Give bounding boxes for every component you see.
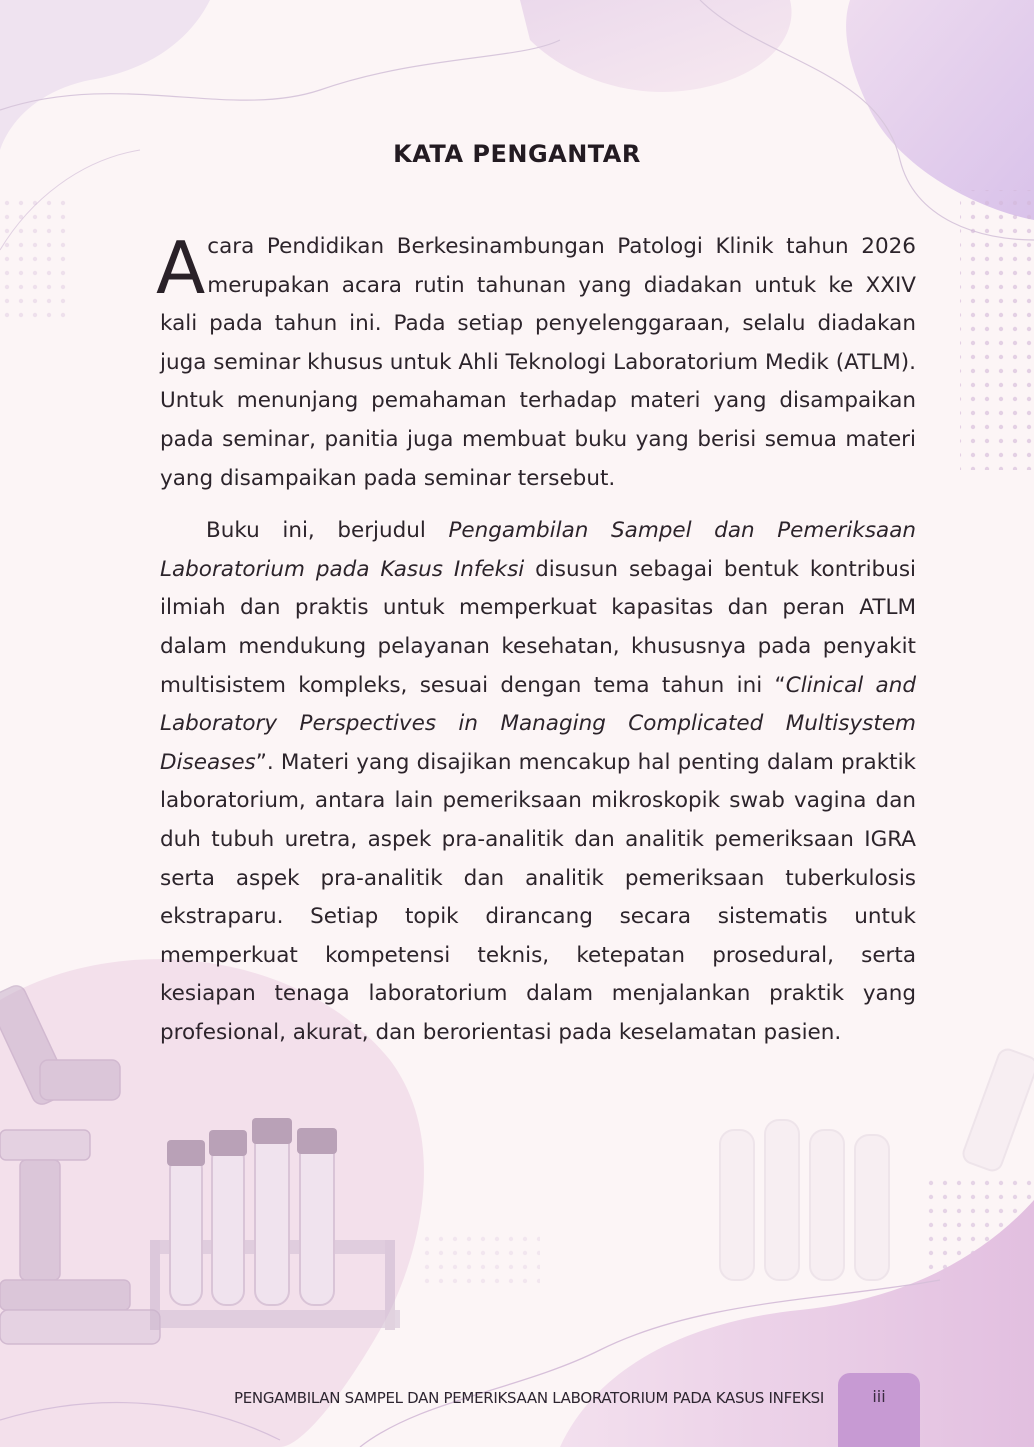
dropcap-letter: A <box>156 226 206 310</box>
page-number: iii <box>872 1387 886 1406</box>
book-title-italic: Pengambilan Sampel dan Pemeriksaan Laboratorium pada Kasus Infeksi <box>160 518 916 582</box>
page-number-tab <box>838 1373 920 1447</box>
paragraph-2-text-b: disusun sebagai bentuk kontribusi ilmiah dan praktis untuk memperkuat kapasitas dan peran ATLM dalam mendukung pelayanan kesehatan, khususnya pada penyakit multisistem kompleks, sesuai dengan tema tahun ini “ <box>160 556 917 698</box>
paragraph-2-text-a: Buku ini, berjudul <box>206 518 449 544</box>
top-center-blob <box>520 0 792 92</box>
top-right-blob <box>846 0 1034 220</box>
body-text <box>156 226 917 1052</box>
paragraph-1-text: cara Pendidikan Berkesinambungan Patologi Klinik tahun 2026 merupakan acara rutin tahunan yang diadakan untuk ke XXIV kali pada tahun ini. Pada setiap penyelenggaraan, selalu diadakan juga seminar khusus untuk Ahli Teknologi Laboratorium Medik (ATLM). Untuk menunjang pemahaman terhadap materi yang disampaikan pada seminar, panitia juga membuat buku yang berisi semua materi yang disampaikan pada seminar tersebut. <box>160 234 916 491</box>
page-title: KATA PENGANTAR <box>393 140 641 168</box>
running-footer: PENGAMBILAN SAMPEL DAN PEMERIKSAAN LABORATORIUM PADA KASUS INFEKSI <box>233 1389 824 1407</box>
theme-title-italic: Clinical and Laboratory Perspectives in Managing Complicated Multisystem Diseases <box>160 672 916 775</box>
paragraph-2-text-c: ”. Materi yang disajikan mencakup hal penting dalam praktik laboratorium, antara lain pemeriksaan mikroskopik swab vagina dan duh tubuh uretra, aspek pra-analitik dan analitik pemeriksaan IGRA serta aspek pra-analitik dan analitik pemeriksaan tuberkulosis ekstraparu. Setiap topik dirancang secara sistematis untuk memperkuat kompetensi teknis, ketepatan prosedural, serta kesiapan tenaga laboratorium dalam menjalankan praktik yang profesional, akurat, dan berorientasi pada keselamatan pasien. <box>160 749 916 1045</box>
paragraph-2 <box>160 512 916 1052</box>
top-left-blob <box>0 0 210 150</box>
paragraph-1 <box>156 226 916 498</box>
